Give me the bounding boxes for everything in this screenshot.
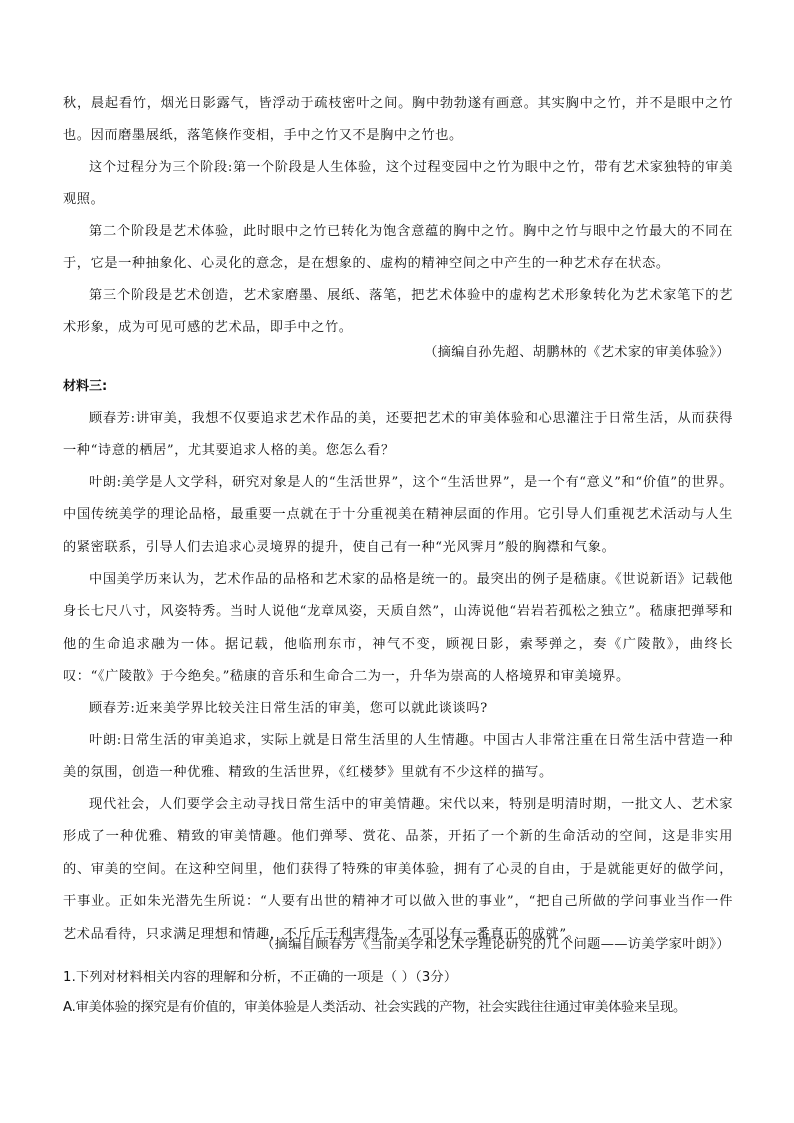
paragraph-gu-question-1: 顾春芳:讲审美，我想不仅要追求艺术作品的美，还要把艺术的审美体验和心思灌注于日常生活，从而获得一种“诗意的栖居”，尤其要追求人格的美。您怎么看？	[63, 411, 733, 459]
paragraph-stage-overview: 这个过程分为三个阶段:第一个阶段是人生体验，这个过程变园中之竹为眼中之竹，带有艺术家独特的审美观照。	[63, 160, 733, 208]
paragraph-ji-kang: 中国美学历来认为，艺术作品的品格和艺术家的品格是统一的。最突出的例子是嵇康。《世说新语》记载他身长七尺八寸，风姿特秀。当时人说他“龙章凤姿，天质自然”，山涛说他“岩岩若孤松之独立”。嵇康把弹琴和他的生命追求融为一体。据记载，他临刑东市，神气不变，顾视日影，索琴弹之，奏《广陵散》，曲终长叹：“《广陵散》于今绝矣。”嵇康的音乐和生命合二为一，升华为崇高的人格境界和审美境界。	[63, 572, 733, 685]
paragraph-stage-three: 第三个阶段是艺术创造，艺术家磨墨、展纸、落笔，把艺术体验中的虚构艺术形象转化为艺术家笔下的艺术形象，成为可见可感的艺术品，即手中之竹。	[63, 288, 733, 336]
question-option-a: A.审美体验的探究是有价值的，审美体验是人类活动、社会实践的产物，社会实践往往通过审美体验来呈现。	[63, 1000, 686, 1015]
paragraph-stage-two: 第二个阶段是艺术体验，此时眼中之竹已转化为饱含意蕴的胸中之竹。胸中之竹与眼中之竹最大的不同在于，它是一种抽象化、心灵化的意念，是在想象的、虚构的精神空间之中产生的一种艺术存在状态。	[63, 224, 733, 272]
paragraph-gu-question-2: 顾春芳:近来美学界比较关注日常生活的审美，您可以就此谈谈吗?	[89, 701, 488, 716]
paragraph-bamboo-intro: 秋，晨起看竹，烟光日影露气，皆浮动于疏枝密叶之间。胸中勃勃遂有画意。其实胸中之竹，并不是眼中之竹也。因而磨墨展纸，落笔倏作变相，手中之竹又不是胸中之竹也。	[63, 96, 733, 144]
paragraph-ye-answer-1: 叶朗:美学是人文学科，研究对象是人的“生活世界”，这个“生活世界”，是一个有“意义”和“价值”的世界。中国传统美学的理论品格，最重要一点就在于十分重视美在精神层面的作用。它引导人们重视艺术活动与人生的紧密联系，引导人们去追求心灵境界的提升，使自己有一种“光风霁月”般的胸襟和气象。	[63, 475, 733, 555]
source-citation-1: （摘编自孙先超、胡鹏林的《艺术家的审美体验》）	[424, 345, 730, 360]
question-stem: 1.下列对材料相关内容的理解和分析，不正确的一项是（ ）（3分）	[63, 970, 458, 985]
paragraph-ye-answer-2: 叶朗:日常生活的审美追求，实际上就是日常生活里的人生情趣。中国古人非常注重在日常生活中营造一种美的氛围，创造一种优雅、精致的生活世界，《红楼梦》里就有不少这样的描写。	[63, 733, 733, 781]
paragraph-modern-society: 现代社会，人们要学会主动寻找日常生活中的审美情趣。宋代以来，特别是明清时期，一批文人、艺术家形成了一种优雅、精致的审美情趣。他们弹琴、赏花、品茶，开拓了一个新的生命活动的空间，这是非实用的、审美的空间。在这种空间里，他们获得了特殊的审美体验，拥有了心灵的自由，于是就能更好的做学问，干事业。正如朱光潜先生所说：“人要有出世的精神才可以做入世的事业”，“把自己所做的学问事业当作一件艺术品看待，只求满足理想和情趣，不斤斤于利害得失，才可以有一番真正的成就”。	[63, 797, 733, 942]
source-citation-2: （摘编自顾春芳《当前美学和艺术学理论研究的几个问题——访美学家叶朗》）	[261, 937, 730, 952]
material-three-heading: 材料三:	[63, 379, 108, 394]
